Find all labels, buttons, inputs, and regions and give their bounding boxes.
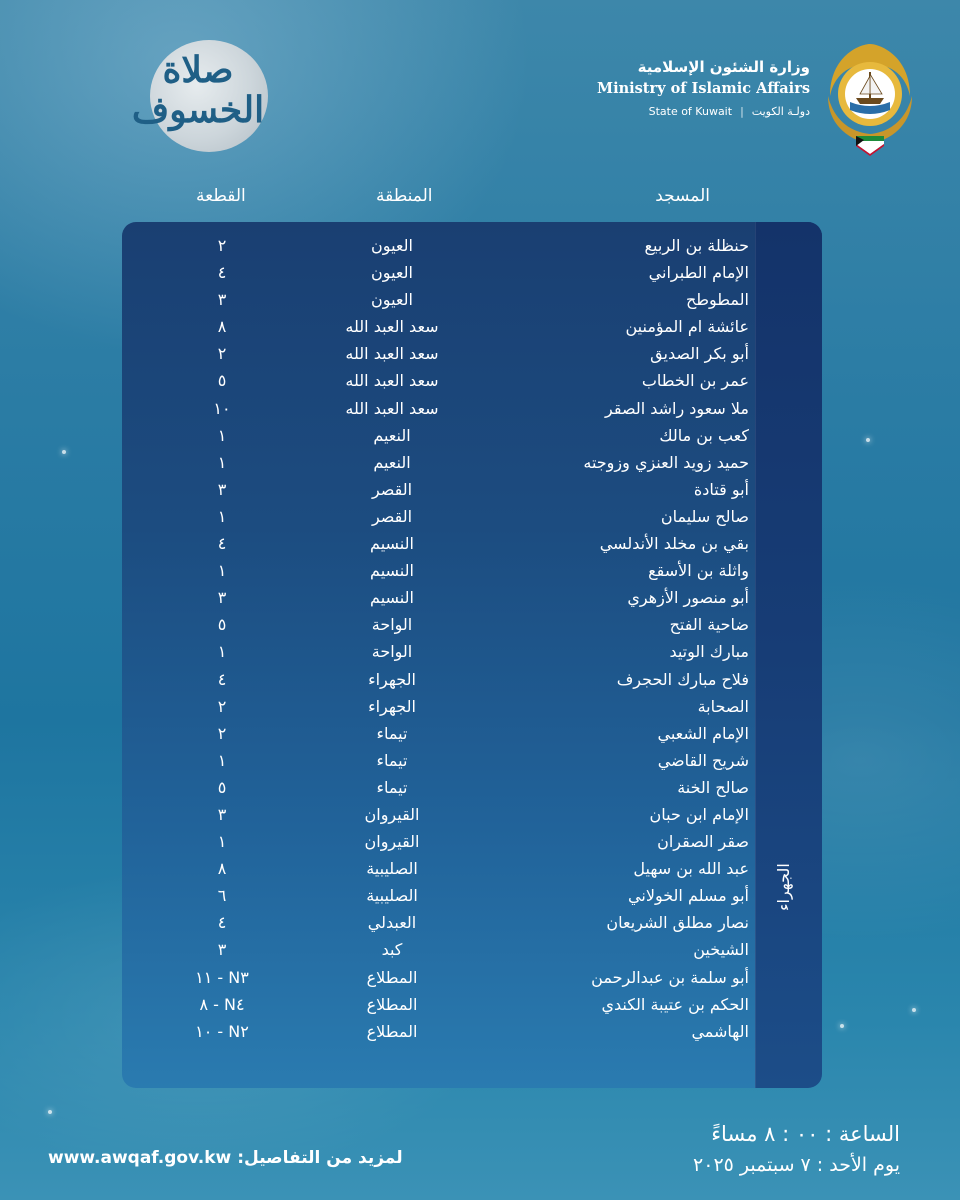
block-number: ٦: [217, 886, 227, 906]
area-name: الصليبية: [366, 886, 418, 906]
table-row: [122, 503, 755, 530]
table-row: [122, 476, 755, 503]
block-number: ٥: [217, 371, 227, 391]
table-row: [122, 286, 755, 313]
table-body: [122, 232, 755, 1045]
block-number: ١: [217, 750, 227, 770]
table-row: [122, 909, 755, 936]
table-row: [122, 530, 755, 557]
table-row: [122, 828, 755, 855]
masjid-name: الإمام الطبراني: [648, 263, 749, 283]
ministry-name-en: Ministry of Islamic Affairs: [597, 80, 810, 97]
masjid-name: الإمام ابن حبان: [649, 804, 749, 824]
state-separator: |: [740, 105, 744, 118]
masjid-name: فلاح مبارك الحجرف: [616, 669, 749, 689]
table-row: [122, 991, 755, 1018]
table-row: [122, 693, 755, 720]
masjid-name: حميد زويد العنزي وزوجته: [583, 452, 749, 472]
header-masjid: المسجد: [655, 186, 710, 206]
event-date: يوم الأحد : ٧ سبتمبر ٢٠٢٥: [693, 1154, 900, 1176]
masjid-name: أبو قتادة: [693, 479, 749, 499]
masjid-name: أبو منصور الأزهري: [627, 588, 749, 608]
masjid-name: ملا سعود راشد الصقر: [605, 398, 749, 418]
table-row: [122, 340, 755, 367]
block-number: ٢: [217, 236, 227, 255]
event-time: الساعة : ٠٠ : ٨ مساءً: [711, 1122, 900, 1146]
area-name: تيماء: [376, 723, 408, 743]
table-row: [122, 801, 755, 828]
star-decoration: [48, 1110, 52, 1114]
masjid-name: الصحابة: [697, 696, 749, 716]
table-row: [122, 395, 755, 422]
block-number: ١: [217, 425, 227, 445]
masjid-name: أبو سلمة بن عبدالرحمن: [591, 967, 749, 987]
masjid-name: نصار مطلق الشريعان: [606, 913, 749, 933]
area-name: القصر: [371, 479, 413, 499]
area-name: الصليبية: [366, 859, 418, 879]
masjid-name: بقي بن مخلد الأندلسي: [599, 534, 749, 554]
block-number: ٢: [217, 723, 227, 743]
star-decoration: [840, 1024, 844, 1028]
area-name: العبدلي: [367, 913, 417, 933]
block-number: N٣ - ١١: [195, 967, 249, 987]
masjid-name: المطوطح: [685, 290, 749, 310]
block-number: ٥: [217, 615, 227, 635]
block-number: ٨: [217, 317, 227, 337]
area-name: النسيم: [370, 561, 414, 581]
block-number: N٢ - ١٠: [195, 1021, 249, 1041]
block-number: ٣: [217, 290, 227, 310]
masjid-name: حنظلة بن الربيع: [644, 236, 749, 255]
area-name: العيون: [371, 236, 413, 255]
masjid-name: عمر بن الخطاب: [641, 371, 749, 391]
star-decoration: [62, 450, 66, 454]
area-name: النعيم: [373, 452, 411, 472]
table-row: [122, 774, 755, 801]
table-row: [122, 720, 755, 747]
block-number: ٢: [217, 344, 227, 364]
mosque-table: [122, 222, 822, 1088]
table-row: [122, 367, 755, 394]
star-decoration: [866, 438, 870, 442]
table-row: [122, 584, 755, 611]
block-number: ١: [217, 452, 227, 472]
block-number: ١: [217, 506, 227, 526]
block-number: ٣: [217, 940, 227, 960]
table-row: [122, 422, 755, 449]
masjid-name: أبو بكر الصديق: [650, 344, 749, 364]
ministry-header: [570, 58, 810, 118]
kuwait-emblem-icon: [820, 36, 920, 156]
block-number: ٤: [217, 913, 227, 933]
area-name: سعد العبد الله: [345, 371, 439, 391]
table-row: [122, 611, 755, 638]
masjid-name: الهاشمي: [691, 1021, 749, 1041]
area-name: المطلاع: [366, 994, 418, 1014]
table-row: [122, 259, 755, 286]
region-label: الجهراء: [774, 863, 793, 911]
block-number: ٣: [217, 479, 227, 499]
star-decoration: [912, 1008, 916, 1012]
masjid-name: شريح القاضي: [657, 750, 749, 770]
block-number: ١: [217, 832, 227, 852]
area-name: النسيم: [370, 534, 414, 554]
masjid-name: مبارك الوتيد: [669, 642, 749, 662]
block-number: ١: [217, 561, 227, 581]
area-name: الواحة: [371, 642, 413, 662]
masjid-name: واثلة بن الأسقع: [648, 561, 749, 581]
table-row: [122, 855, 755, 882]
table-row: [122, 882, 755, 909]
block-number: ١٠: [213, 398, 231, 418]
masjid-name: الإمام الشعبي: [657, 723, 749, 743]
masjid-name: أبو مسلم الخولاني: [628, 886, 749, 906]
website-link[interactable]: www.awqaf.gov.kw: [48, 1148, 232, 1168]
area-name: النسيم: [370, 588, 414, 608]
ministry-name-ar: وزارة الشئون الإسلامية: [637, 58, 810, 76]
area-name: كبد: [381, 940, 403, 960]
page-title: [118, 50, 278, 130]
masjid-name: صالح سليمان: [660, 506, 749, 526]
block-number: ٤: [217, 669, 227, 689]
table-row: [122, 666, 755, 693]
block-number: ١: [217, 642, 227, 662]
more-info-label: لمزيد من التفاصيل:: [237, 1148, 403, 1168]
area-name: سعد العبد الله: [345, 398, 439, 418]
area-name: المطلاع: [366, 1021, 418, 1041]
masjid-name: الشيخين: [693, 940, 749, 960]
block-number: ٥: [217, 777, 227, 797]
masjid-name: عائشة ام المؤمنين: [625, 317, 749, 337]
header-mintaqa: المنطقة: [376, 186, 433, 206]
block-number: ٤: [217, 263, 227, 283]
area-name: المطلاع: [366, 967, 418, 987]
area-name: سعد العبد الله: [345, 344, 439, 364]
area-name: سعد العبد الله: [345, 317, 439, 337]
block-number: ٨: [217, 859, 227, 879]
area-name: القيروان: [364, 832, 420, 852]
area-name: الواحة: [371, 615, 413, 635]
area-name: القيروان: [364, 804, 420, 824]
table-row: [122, 313, 755, 340]
table-row: [122, 936, 755, 963]
block-number: ٤: [217, 534, 227, 554]
table-row: [122, 964, 755, 991]
state-name-ar: دولـة الكويت: [751, 105, 810, 118]
region-sidebar: [755, 222, 822, 1088]
masjid-name: صقر الصقران: [657, 832, 749, 852]
table-row: [122, 747, 755, 774]
masjid-name: عبد الله بن سهيل: [633, 859, 749, 879]
area-name: تيماء: [376, 777, 408, 797]
masjid-name: كعب بن مالك: [659, 425, 749, 445]
table-row: [122, 232, 755, 259]
masjid-name: ضاحية الفتح: [669, 615, 749, 635]
state-name-en: State of Kuwait: [648, 105, 733, 118]
more-info: [48, 1148, 403, 1168]
area-name: القصر: [371, 506, 413, 526]
table-row: [122, 1018, 755, 1045]
masjid-name: الحكم بن عتيبة الكندي: [601, 994, 749, 1014]
table-row: [122, 449, 755, 476]
area-name: العيون: [371, 290, 413, 310]
title-line-2: الخسوف: [131, 89, 265, 131]
header-qitaa: القطعة: [196, 186, 246, 206]
block-number: ٣: [217, 804, 227, 824]
area-name: تيماء: [376, 750, 408, 770]
block-number: ٣: [217, 588, 227, 608]
state-line: [570, 105, 810, 118]
table-row: [122, 638, 755, 665]
area-name: الجهراء: [368, 696, 416, 716]
area-name: النعيم: [373, 425, 411, 445]
title-line-1: صلاة: [162, 49, 234, 91]
block-number: ٢: [217, 696, 227, 716]
table-row: [122, 557, 755, 584]
area-name: العيون: [371, 263, 413, 283]
masjid-name: صالح الخنة: [677, 777, 749, 797]
block-number: N٤ - ٨: [199, 994, 245, 1014]
area-name: الجهراء: [368, 669, 416, 689]
